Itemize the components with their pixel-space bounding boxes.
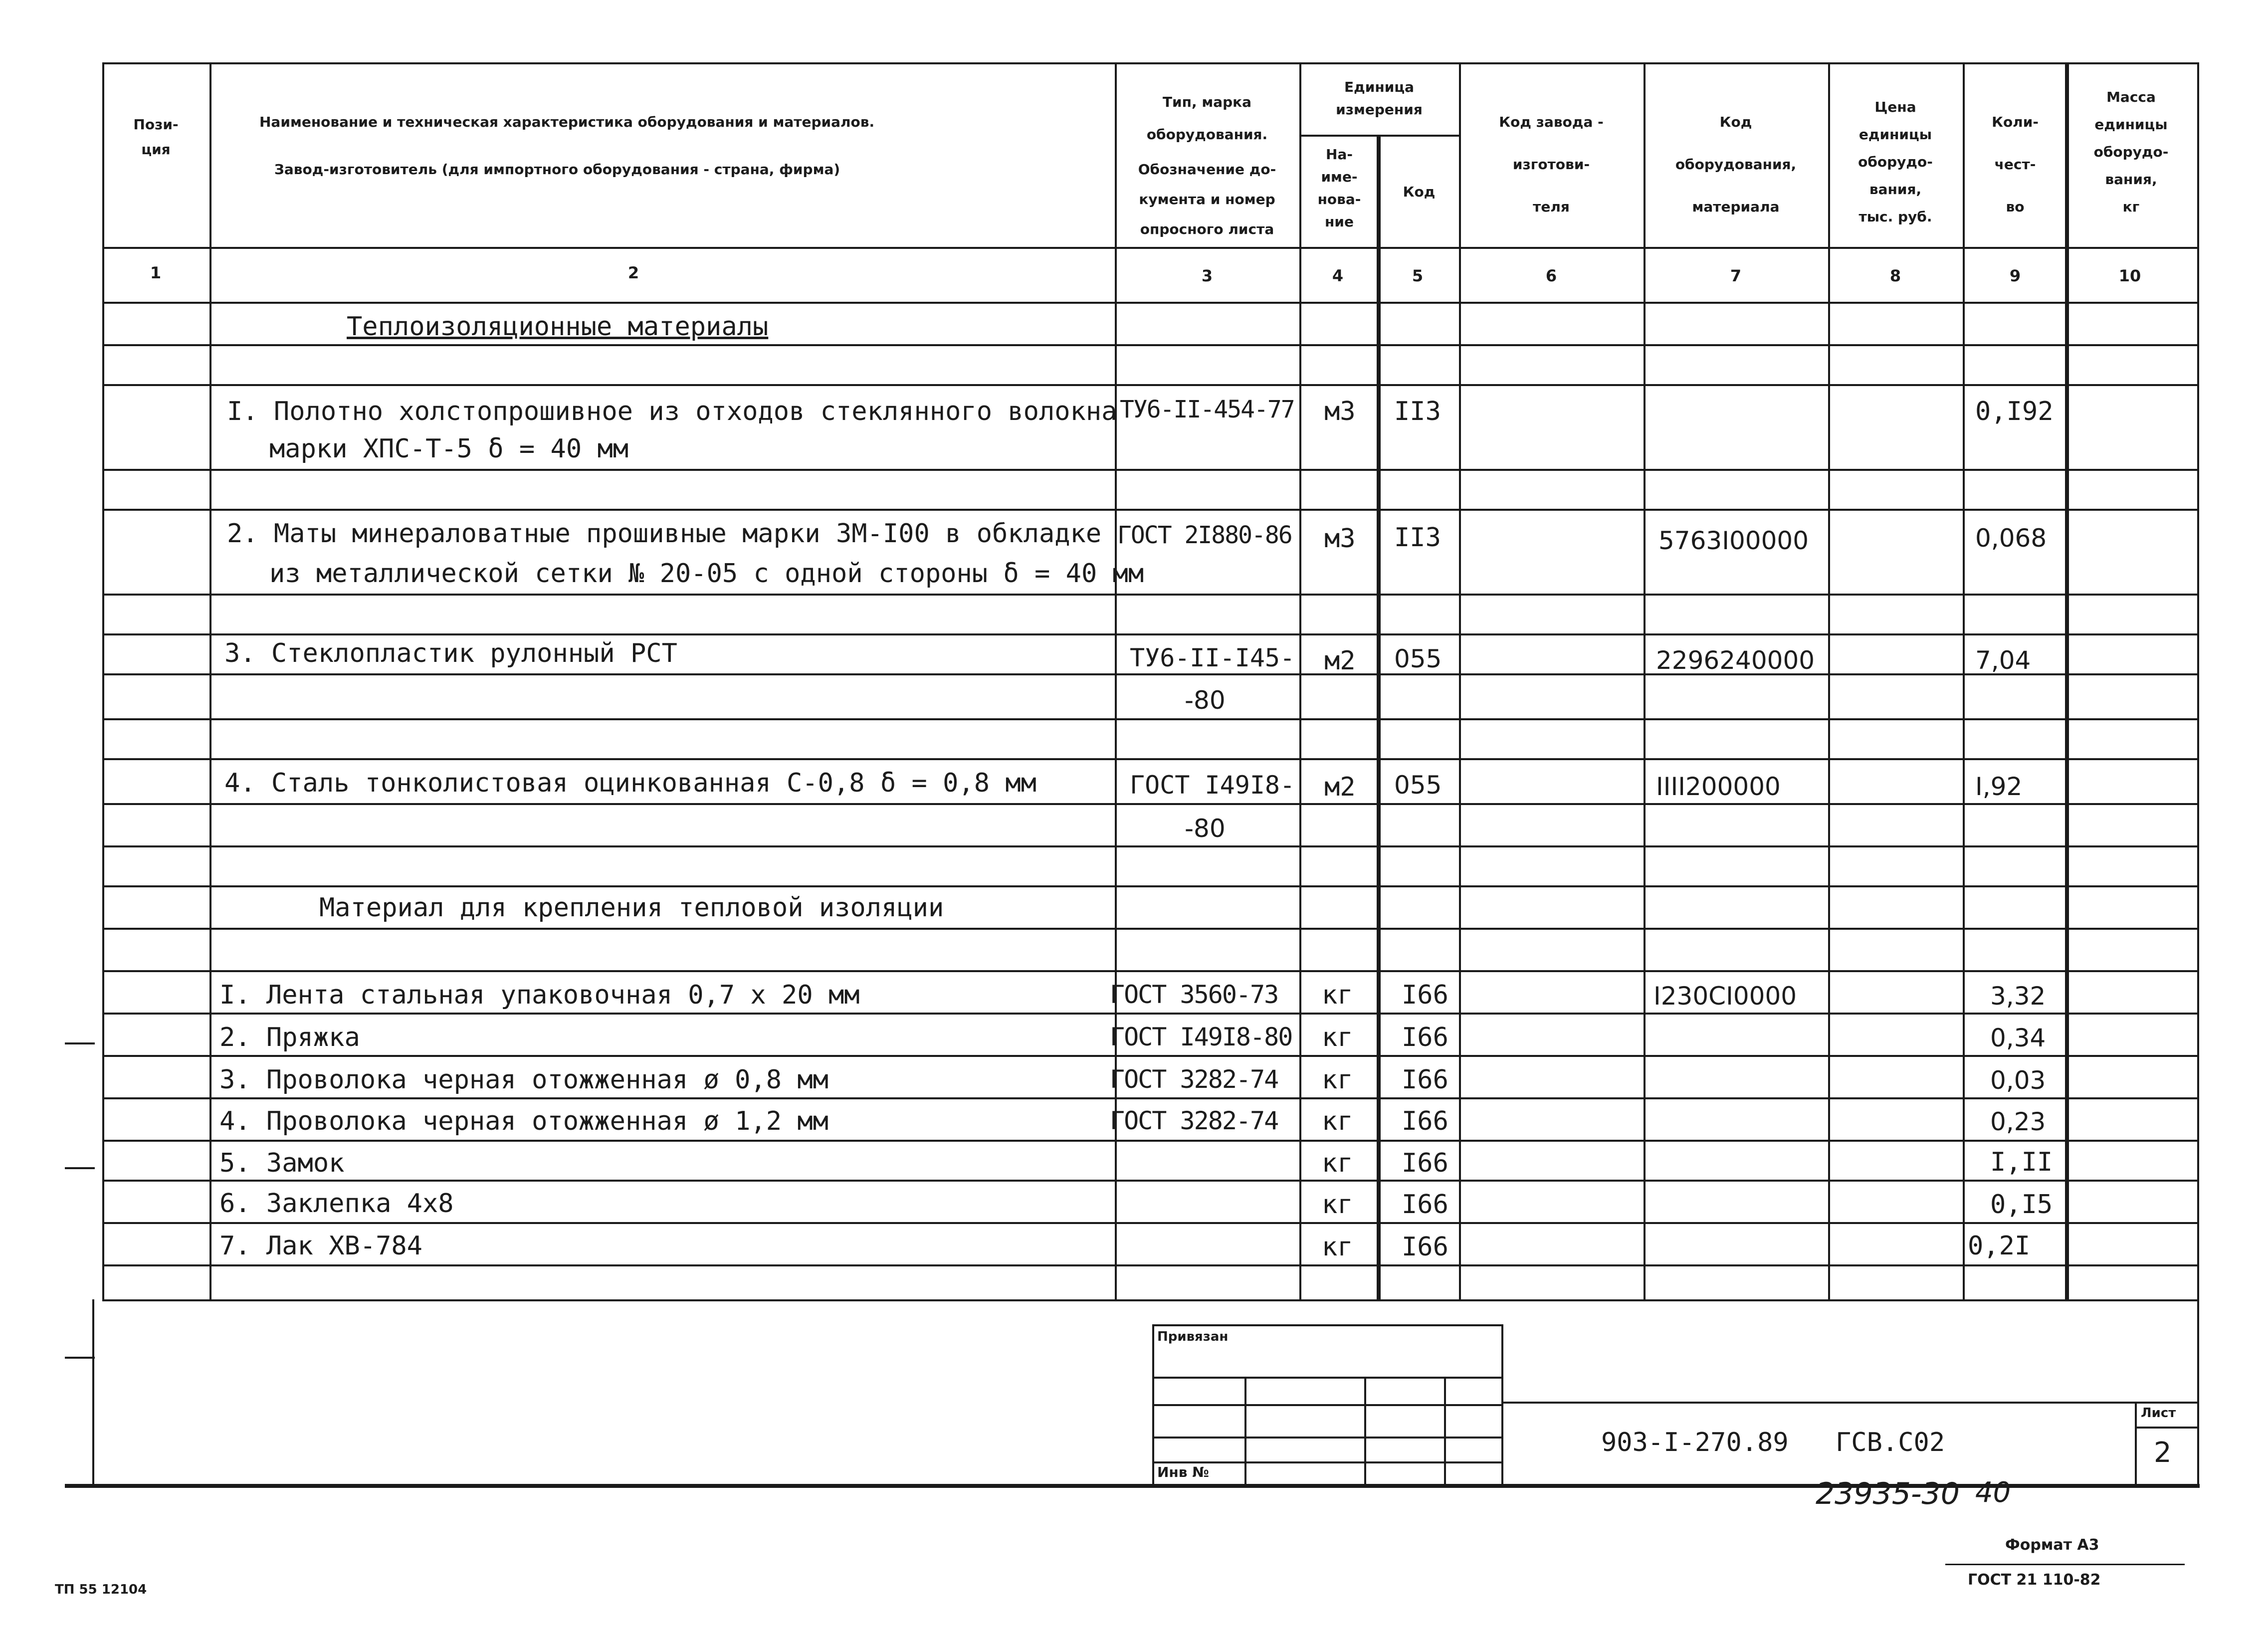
sheet-label: Лист bbox=[2141, 1406, 2176, 1421]
format-label: Формат А3 bbox=[2005, 1536, 2099, 1554]
section-title-insulation: Теплоизоляционные материалы bbox=[347, 312, 769, 342]
document-code: ГСВ.С02 bbox=[1836, 1428, 1945, 1457]
gost-label: ГОСТ 21 110-82 bbox=[1968, 1571, 2101, 1589]
handwritten-note-2: 40 bbox=[1975, 1476, 2011, 1509]
section-title-fastening: Материал для крепления тепловой изоляции bbox=[319, 893, 944, 923]
document-number: 903-I-270.89 bbox=[1601, 1428, 1789, 1457]
left-code: ТП 55 12104 bbox=[55, 1582, 147, 1597]
inv-label: Инв № bbox=[1157, 1464, 1209, 1480]
handwritten-note: 23935-30 bbox=[1816, 1476, 1960, 1511]
header-col-unit-code: Код bbox=[1403, 184, 1436, 200]
sheet-number: 2 bbox=[2154, 1437, 2172, 1469]
privyazan-label: Привязан bbox=[1157, 1329, 1229, 1344]
